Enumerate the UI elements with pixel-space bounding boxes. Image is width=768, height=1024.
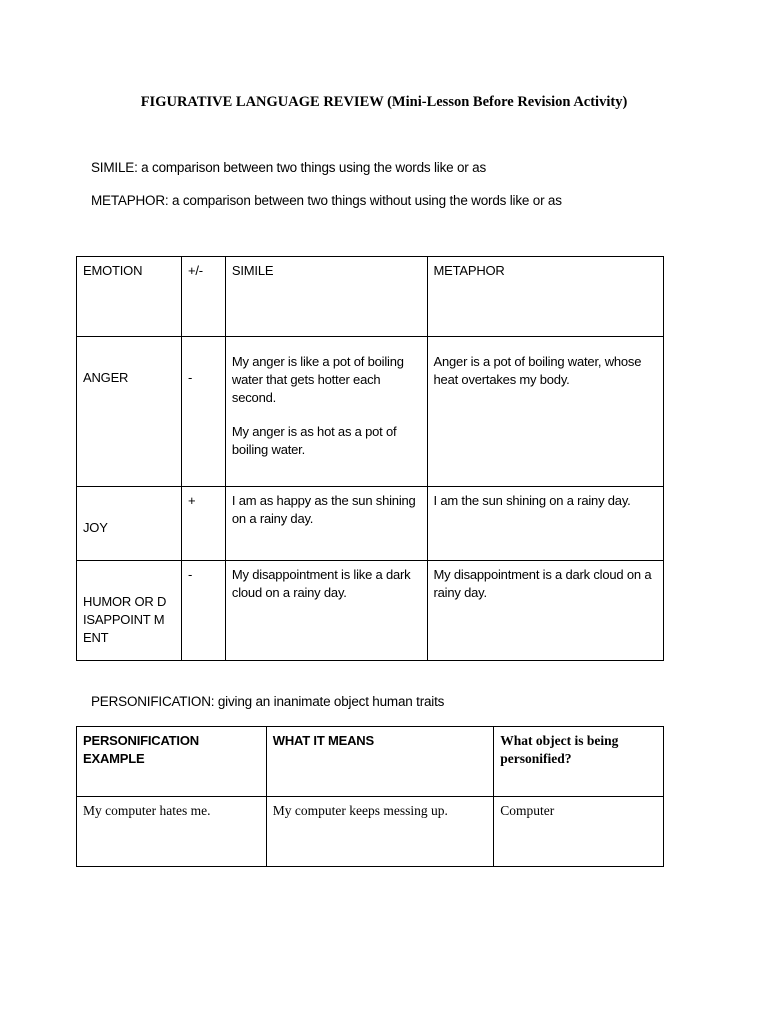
simile-example: My anger is as hot as a pot of boiling water.: [231, 424, 397, 457]
simile-cell: My disappointment is like a dark cloud on a rainy day.: [225, 561, 427, 661]
simile-example: My anger is like a pot of boiling water that gets hotter each second.: [231, 354, 404, 405]
emotion-cell: ANGER: [77, 337, 182, 487]
emotion-cell: [77, 561, 182, 661]
personification-header-row: [77, 727, 664, 797]
sign-cell: +: [181, 487, 225, 561]
sign-cell: -: [181, 337, 225, 487]
metaphor-definition: METAPHOR: a comparison between two things without using the words like or as: [91, 193, 562, 208]
simile-definition: SIMILE: a comparison between two things using the words like or as: [91, 160, 487, 175]
emotion-label: HUMOR OR DISAPPOINT MENT: [83, 594, 167, 645]
header-example: PERSONIFICATION EXAMPLE: [77, 727, 267, 797]
header-metaphor: METAPHOR: [427, 257, 663, 337]
example-cell: My computer hates me.: [77, 797, 267, 867]
page-title: FIGURATIVE LANGUAGE REVIEW (Mini-Lesson Before Revision Activity): [140, 94, 628, 110]
metaphor-cell: I am the sun shining on a rainy day.: [427, 487, 663, 561]
meaning-cell: My computer keeps messing up.: [266, 797, 493, 867]
simile-cell: [225, 337, 427, 487]
metaphor-cell: My disappointment is a dark cloud on a rainy day.: [427, 561, 663, 661]
header-meaning: WHAT IT MEANS: [266, 727, 493, 797]
object-cell: Computer: [494, 797, 664, 867]
header-emotion: EMOTION: [77, 257, 182, 337]
table-row: [77, 487, 664, 561]
personification-table: [76, 726, 664, 867]
personification-definition: PERSONIFICATION: giving an inanimate object human traits: [91, 694, 445, 709]
emotion-table: [76, 256, 664, 661]
header-sign: +/-: [181, 257, 225, 337]
emotion-cell: JOY: [77, 487, 182, 561]
table-row: [77, 337, 664, 487]
table-row: [77, 561, 664, 661]
table-row: [77, 797, 664, 867]
header-object: What object is being personified?: [494, 727, 664, 797]
emotion-table-header-row: [77, 257, 664, 337]
simile-cell: I am as happy as the sun shining on a rainy day.: [225, 487, 427, 561]
sign-cell: -: [181, 561, 225, 661]
metaphor-cell: Anger is a pot of boiling water, whose heat overtakes my body.: [427, 337, 663, 487]
header-simile: SIMILE: [225, 257, 427, 337]
